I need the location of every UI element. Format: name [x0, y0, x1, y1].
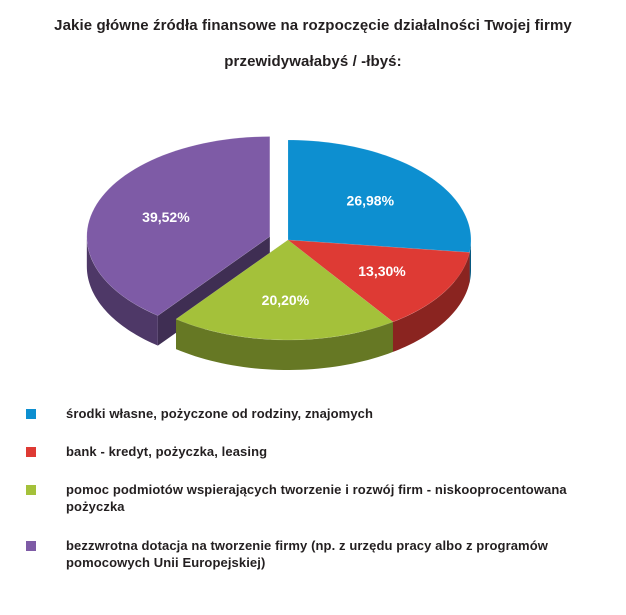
legend-swatch-purple — [26, 541, 36, 551]
chart-title-line-1: Jakie główne źródła finansowe na rozpoczęcie działalności Twojej firmy — [54, 17, 572, 34]
legend-swatch-blue — [26, 409, 36, 419]
slice-data-label: 26,98% — [346, 192, 395, 209]
legend-swatch-red — [26, 447, 36, 457]
legend-item-pomoc-podmiotow — [24, 481, 614, 537]
chart-title-line-2: przewidywałabyś / -łbyś: — [224, 53, 402, 70]
slice-data-label: 39,52% — [142, 209, 190, 226]
legend-label: środki własne, pożyczone od rodziny, znajomych — [66, 406, 374, 421]
legend-label: bezzwrotna dotacja na tworzenie firmy (np. z urzędu pracy albo z programów pomocowych Unii Europejskiej) — [66, 538, 548, 570]
slice-data-label: 20,20% — [261, 292, 310, 308]
pie-tops — [87, 137, 471, 340]
legend — [24, 405, 614, 577]
legend-label: pomoc podmiotów wspierających tworzenie i rozwój firm - niskooprocentowana pożyczka — [66, 482, 567, 514]
legend-label: bank - kredyt, pożyczka, leasing — [66, 444, 268, 459]
legend-item-bank — [24, 443, 614, 481]
legend-item-srodki-wlasne — [24, 405, 614, 443]
slice-data-label: 13,30% — [358, 263, 406, 279]
legend-swatch-green — [26, 485, 36, 495]
legend-item-dotacja — [24, 537, 614, 577]
